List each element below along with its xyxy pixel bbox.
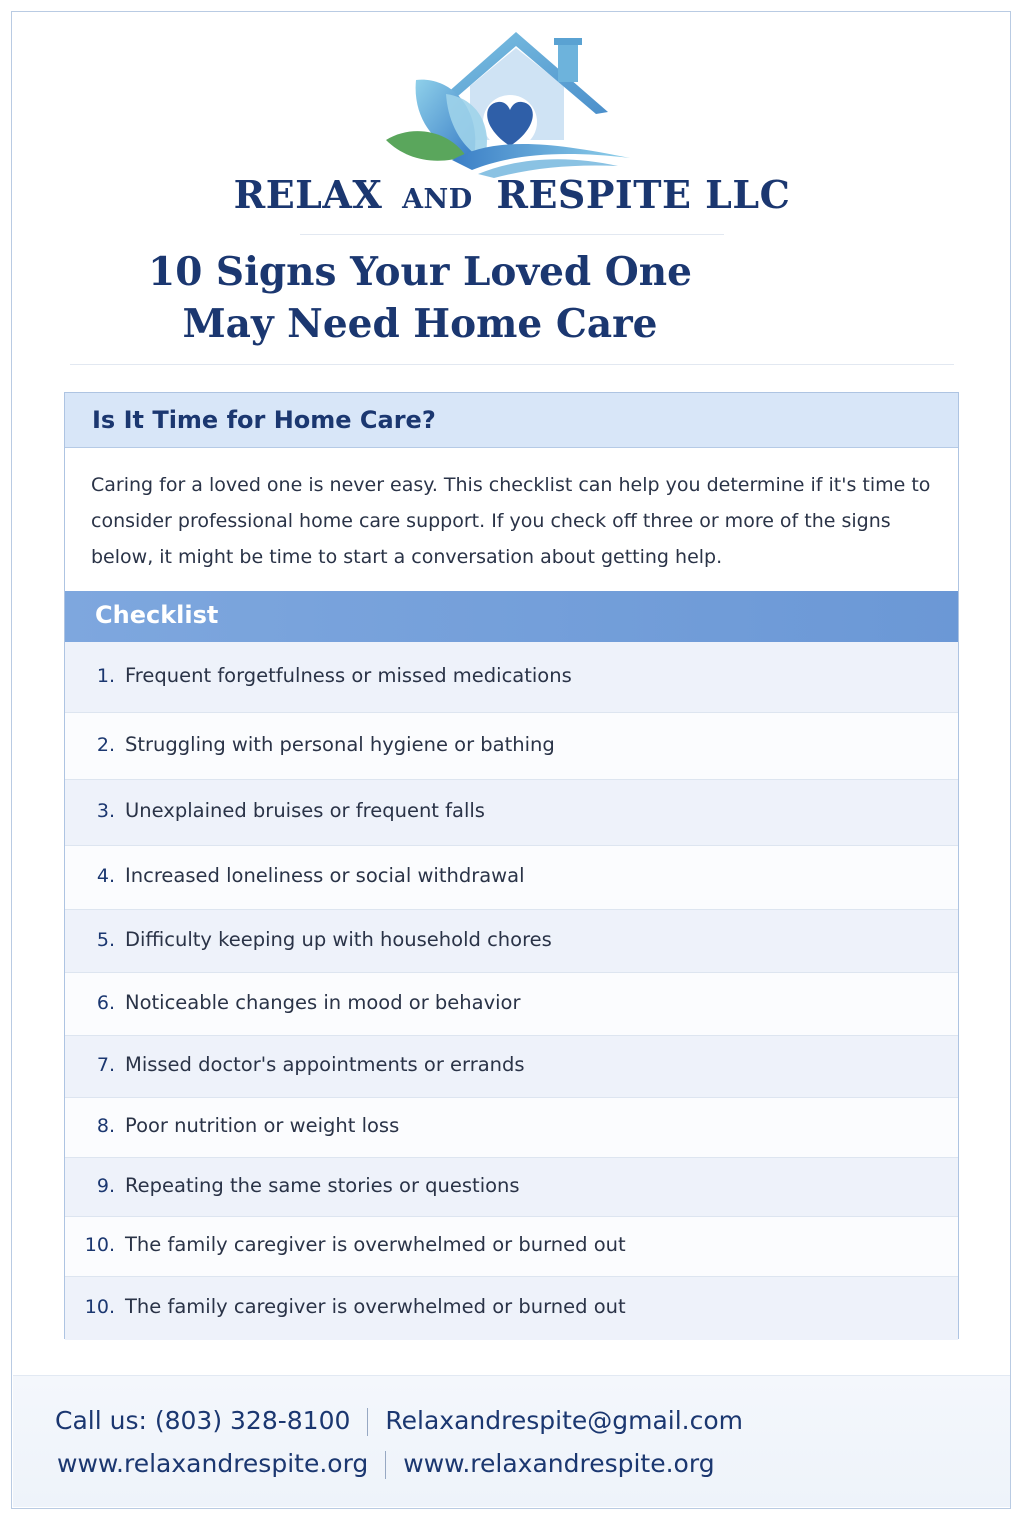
checklist-item bbox=[65, 1158, 958, 1217]
website-link[interactable]: www.relaxandrespite.org bbox=[57, 1449, 369, 1478]
checklist-item-text: The family caregiver is overwhelmed or burned out bbox=[125, 1294, 626, 1318]
checklist-item-text: Poor nutrition or weight loss bbox=[125, 1114, 400, 1137]
checklist-item-number: 4. bbox=[96, 865, 115, 887]
checklist-item-text: Frequent forgetfulness or missed medications bbox=[125, 663, 572, 687]
checklist-title: Checklist bbox=[95, 601, 219, 629]
checklist-item-number: 5. bbox=[96, 928, 115, 951]
checklist-item-text: Noticeable changes in mood or behavior bbox=[125, 990, 521, 1014]
checklist-item-text: Increased loneliness or social withdrawal bbox=[125, 864, 525, 887]
checklist-item-text: Missed doctor's appointments or errands bbox=[125, 1053, 525, 1076]
email-link[interactable]: Relaxandrespite@gmail.com bbox=[385, 1406, 744, 1435]
checklist-item-number: 9. bbox=[96, 1174, 115, 1197]
checklist-card bbox=[64, 392, 959, 1339]
intro-paragraph: Caring for a loved one is never easy. This checklist can help you determine if it's time to consider professional home care support. If you check off three or more of the signs below, it might be time to start a conversation about getting help. bbox=[91, 474, 931, 568]
checklist-item-text: Repeating the same stories or questions bbox=[125, 1173, 520, 1197]
checklist-item bbox=[65, 973, 958, 1036]
checklist-item-number: 8. bbox=[96, 1115, 115, 1137]
contact-separator bbox=[367, 1408, 368, 1436]
checklist-item bbox=[65, 1036, 958, 1098]
checklist-item bbox=[65, 846, 958, 910]
checklist-item-number: 1. bbox=[96, 664, 115, 687]
phone-number[interactable]: Call us: (803) 328-8100 bbox=[55, 1406, 351, 1435]
contact-line-2 bbox=[57, 1449, 715, 1479]
checklist-item-number: 2. bbox=[96, 733, 115, 756]
company-name-and: AND bbox=[402, 184, 473, 215]
checklist-item-number: 10. bbox=[84, 1234, 115, 1256]
checklist-item-number: 6. bbox=[96, 991, 115, 1014]
company-name-part1: RELAX bbox=[233, 172, 383, 217]
contact-separator bbox=[385, 1451, 386, 1479]
checklist-item-number: 10. bbox=[84, 1295, 115, 1318]
contact-line-1 bbox=[55, 1406, 743, 1436]
checklist-item bbox=[65, 910, 958, 973]
checklist-item bbox=[65, 1098, 958, 1158]
checklist-item-text: Difficulty keeping up with household chores bbox=[125, 927, 552, 951]
checklist-item-number: 3. bbox=[96, 800, 115, 822]
checklist-header bbox=[65, 591, 958, 642]
title-divider bbox=[70, 364, 954, 365]
website-link-secondary[interactable]: www.relaxandrespite.org bbox=[403, 1449, 715, 1478]
intro-title: Is It Time for Home Care? bbox=[92, 406, 436, 434]
checklist-item-text: Struggling with personal hygiene or bathing bbox=[125, 732, 555, 756]
header-divider bbox=[300, 234, 724, 235]
page-title bbox=[120, 246, 720, 350]
intro-header bbox=[65, 393, 958, 448]
checklist-item bbox=[65, 713, 958, 780]
checklist-item-number: 7. bbox=[96, 1054, 115, 1076]
page-title-line2: May Need Home Care bbox=[182, 301, 658, 347]
checklist-item bbox=[65, 1217, 958, 1277]
checklist-item-text: Unexplained bruises or frequent falls bbox=[125, 799, 485, 822]
company-name bbox=[0, 172, 1024, 217]
checklist-item-text: The family caregiver is overwhelmed or burned out bbox=[125, 1233, 626, 1256]
page-title-line1: 10 Signs Your Loved One bbox=[148, 249, 692, 295]
contact-footer bbox=[13, 1375, 1010, 1507]
checklist-item bbox=[65, 642, 958, 713]
checklist-item bbox=[65, 780, 958, 846]
checklist-item bbox=[65, 1277, 958, 1340]
house-heart-logo-icon bbox=[382, 28, 642, 178]
company-name-part2: RESPITE LLC bbox=[496, 172, 791, 217]
